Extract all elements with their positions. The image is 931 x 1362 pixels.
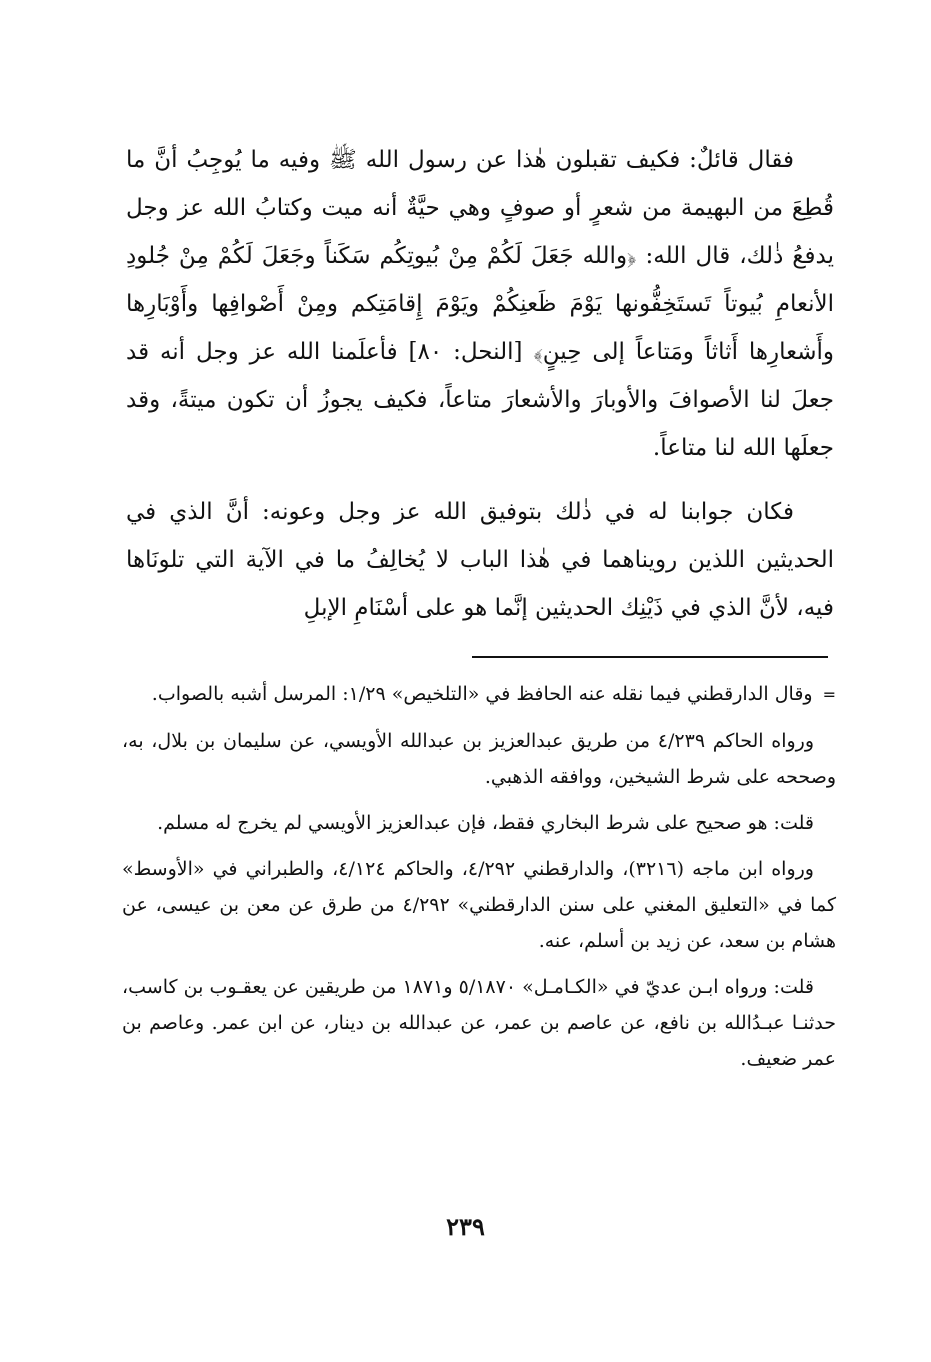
main-paragraph-1: فقال قائلٌ: فكيف تقبلون هٰذا عن رسول الله ﷺ وفيه ما يُوجِبُ أنَّ ما قُطِعَ من البهيمة من شعرٍ أو صوفٍ وهي حيَّةٌ أنه ميت وكتابُ الله عز وجل يدفعُ ذٰلك، قال الله: ﴿والله جَعَلَ لَكُمْ مِنْ بُيوتِكُم سَكَناً وجَعَلَ لَكُمْ مِنْ جُلودِ الأنعامِ بُيوتاً تَستَخِفُّونها يَوْمَ ظَعنِكُمْ ويَوْمَ إِقامَتِكم ومِنْ أَصْوافِها وأَوْبَارِها وأَشعارِها أَثاثاً ومَتاعاً إلى حِينٍ﴾ [النحل: ٨٠] فأعلَمنا الله عز وجل أنه قد جعلَ لنا الأصوافَ والأوبارَ والأشعارَ متاعاً، فكيف يجوزُ أن تكون ميتةً، وقد جعلَها الله لنا متاعاً. xyxy=(126,147,834,461)
footnote-1 xyxy=(122,676,836,713)
footnote-2: ورواه الحاكم ٤/٢٣٩ من طريق عبدالعزيز بن عبدالله الأويسي، عن سليمان بن بلال، به، وصححه على شرط الشيخين، ووافقه الذهبي. xyxy=(122,730,836,788)
footnote-3: قلت: هو صحيح على شرط البخاري فقط، فإن عبدالعزيز الأويسي لم يخرج له مسلم. xyxy=(157,812,814,834)
footnotes-block xyxy=(122,676,836,1087)
main-paragraph-2: فكان جوابنا له في ذٰلك بتوفيق الله عز وجل وعونه: أنَّ الذي في الحديثين اللذين رويناهما في هٰذا الباب لا يُخالِفُ ما في الآية التي تلونَاها فيه، لأنَّ الذي في ذَيْنِك الحديثين إنَّما هو على أسْنَامِ الإبلِ xyxy=(126,499,834,621)
main-text-block xyxy=(126,136,834,632)
footnote-1-text: وقال الدارقطني فيما نقله عنه الحافظ في «التلخيص» ١/٢٩: المرسل أشبه بالصواب. xyxy=(151,683,813,705)
continuation-marker: = xyxy=(822,685,836,704)
footnote-5: قلت: ورواه ابـن عديّ في «الكـامـل» ٥/١٨٧٠ و١٨٧١ من طريقين عن يعقـوب بن كاسب، حدثنـا عبـدُالله بن نافع، عن عاصم بن عمر، عن عبدالله بن دينار، عن ابن عمر. وعاصم بن عمر ضعيف. xyxy=(122,976,836,1070)
footnote-separator xyxy=(472,656,828,658)
page-number: ٢٣٩ xyxy=(446,1212,485,1241)
footnote-4: ورواه ابن ماجه (٣٢١٦)، والدارقطني ٤/٢٩٢، والحاكم ٤/١٢٤، والطبراني في «الأوسط» كما في «التعليق المغني على سنن الدارقطني» ٤/٢٩٢ من طرق عن معن بن عيسى، عن هشام بن سعد، عن زيد بن أسلم، عنه. xyxy=(122,858,836,952)
